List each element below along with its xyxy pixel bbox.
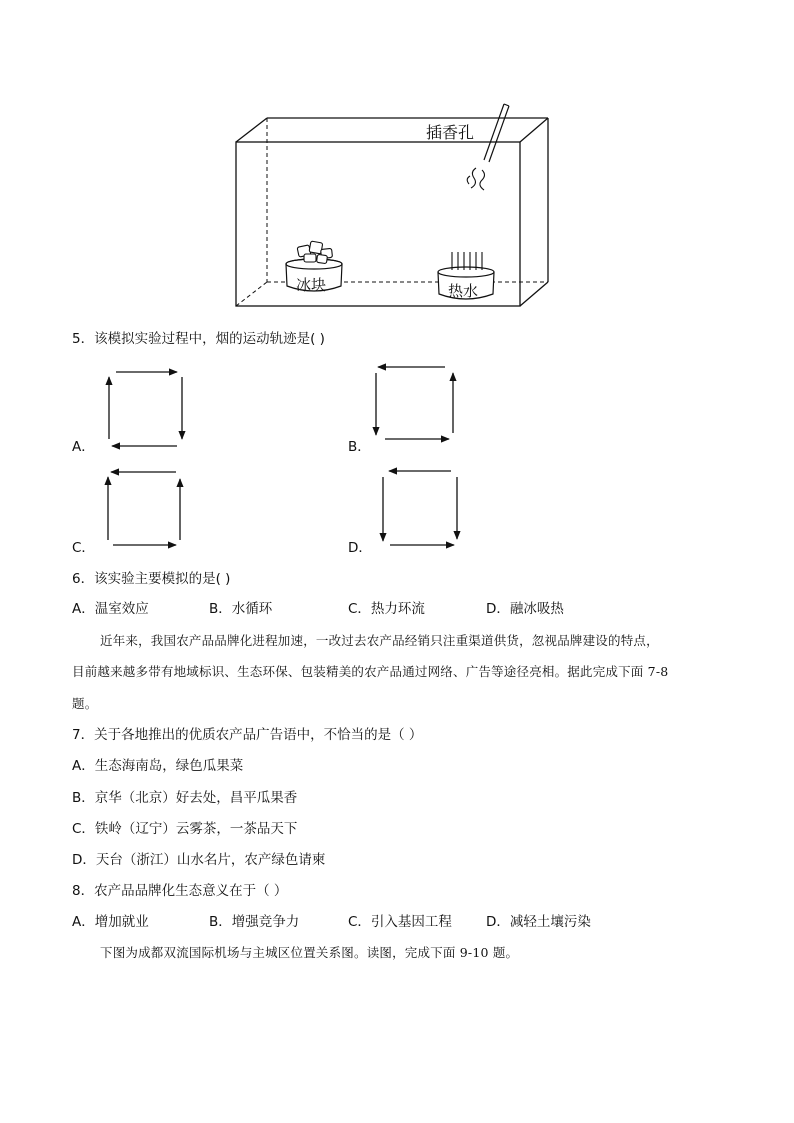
q7-option-c: C．铁岭（辽宁）云雾茶，一茶品天下: [72, 821, 298, 837]
q8-option-c: C．引入基因工程: [348, 914, 452, 930]
option-d-diagram: [383, 471, 457, 545]
q7-option-b: B．京华（北京）好去处，昌平瓜果香: [72, 790, 298, 806]
q6-stem: 6．该实验主要模拟的是( ): [72, 571, 231, 587]
passage1-line1: 近年来，我国农产品品牌化进程加速，一改过去农产品经销只注重渠道供货，忽视品牌建设的特点，: [100, 633, 659, 648]
q5-option-b: B．: [348, 439, 371, 455]
passage1-line3: 题。: [72, 696, 98, 711]
q6-option-c: C．热力环流: [348, 601, 425, 617]
q7-option-a: A．生态海南岛，绿色瓜果菜: [72, 758, 244, 774]
q8-option-d: D．减轻土壤污染: [486, 914, 591, 930]
incense-stick: [484, 104, 509, 162]
incense-hole-label: 插香孔: [426, 123, 475, 142]
q5-option-diagrams: [0, 355, 794, 565]
option-b-diagram: [376, 367, 453, 439]
passage1-line2: 目前越来越多带有地域标识、生态环保、包装精美的农产品通过网络、广告等途径亮相。据此完成下面 7-8: [72, 664, 669, 679]
q8-option-b: B．增强竞争力: [209, 914, 300, 930]
q5-option-c: C．: [72, 540, 95, 556]
q6-option-b: B．水循环: [209, 601, 273, 617]
option-a-diagram: [109, 372, 182, 446]
q5-option-d: D．: [348, 540, 372, 556]
q6-option-d: D．融冰吸热: [486, 601, 564, 617]
ice-label: 冰块: [296, 276, 327, 294]
q5-option-a: A．: [72, 439, 95, 455]
hot-water-label: 热水: [448, 282, 479, 300]
experiment-box-figure: [230, 96, 560, 308]
q5-stem: 5．该模拟实验过程中，烟的运动轨迹是( ): [72, 331, 325, 347]
passage2-line1: 下图为成都双流国际机场与主城区位置关系图。读图，完成下面 9-10 题。: [100, 945, 519, 960]
q7-stem: 7．关于各地推出的优质农产品广告语中，不恰当的是（ ）: [72, 727, 423, 743]
q8-option-a: A．增加就业: [72, 914, 149, 930]
q7-option-d: D．天台（浙江）山水名片，农产绿色请柬: [72, 852, 326, 868]
q6-option-a: A．温室效应: [72, 601, 149, 617]
option-c-diagram: [108, 472, 180, 545]
smoke-curls: [467, 168, 484, 190]
q8-stem: 8．农产品品牌化生态意义在于（ ）: [72, 883, 288, 899]
